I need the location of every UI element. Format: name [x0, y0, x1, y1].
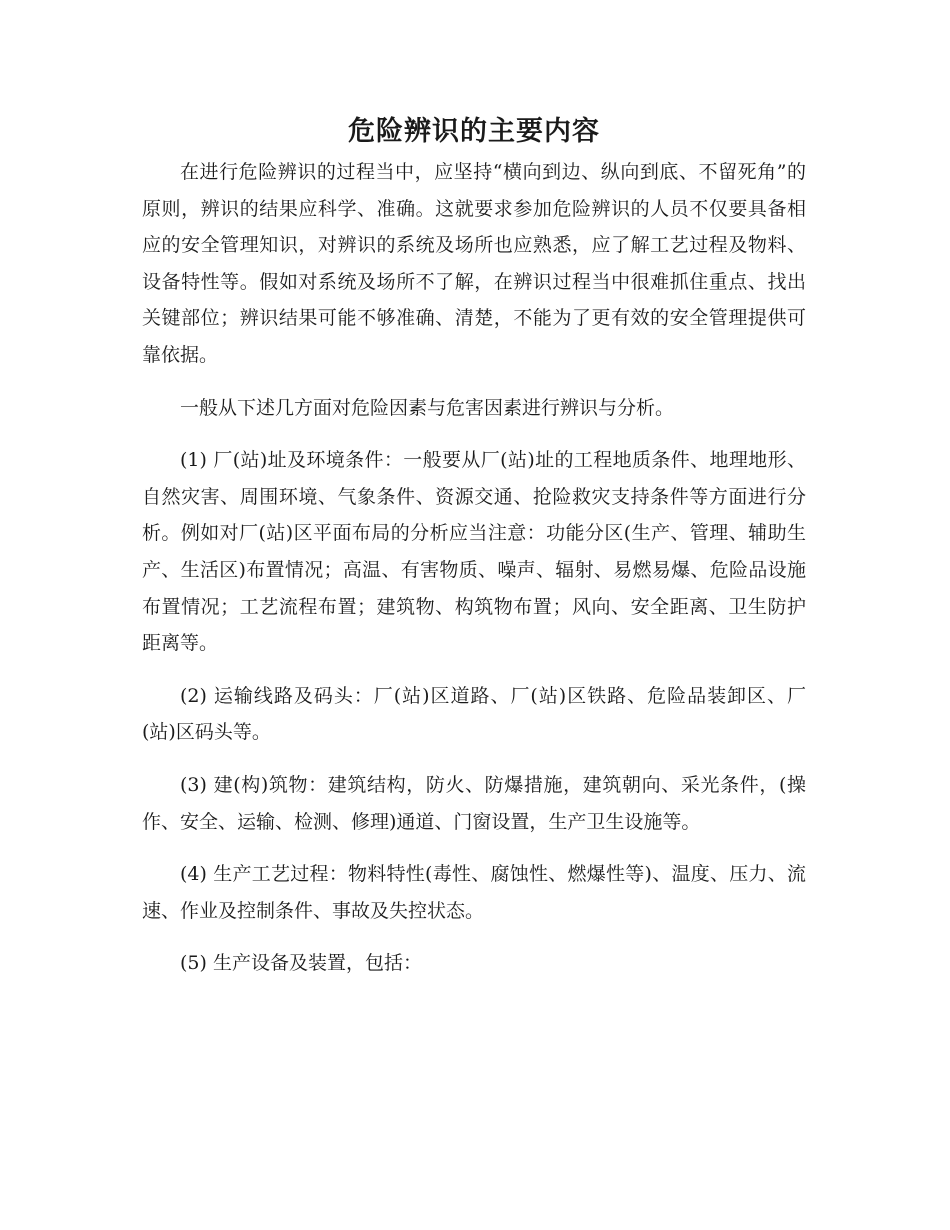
paragraph-item-4: (4) 生产工艺过程：物料特性(毒性、腐蚀性、燃爆性等)、温度、压力、流速、作业及控制条件、事故及失控状态。: [142, 863, 806, 922]
paragraph-intro: 在进行危险辨识的过程当中，应坚持“横向到边、纵向到底、不留死角”的原则，辨识的结果应科学、准确。这就要求参加危险辨识的人员不仅要具备相应的安全管理知识，对辨识的系统及场所也应熟悉，应了解工艺过程及物料、设备特性等。假如对系统及场所不了解，在辨识过程当中很难抓住重点、找出关键部位；辨识结果可能不够准确、清楚，不能为了更有效的安全管理提供可靠依据。: [142, 161, 806, 366]
document-title: 危险辨识的主要内容: [348, 116, 600, 147]
paragraph-item-3: (3) 建(构)筑物：建筑结构，防火、防爆措施，建筑朝向、采光条件，(操作、安全、运输、检测、修理)通道、门窗设置，生产卫生设施等。: [142, 773, 806, 833]
paragraph-item-2: (2) 运输线路及码头：厂(站)区道路、厂(站)区铁路、危险品装卸区、厂(站)区码头等。: [142, 684, 806, 744]
paragraph-overview: 一般从下述几方面对危险因素与危害因素进行辨识与分析。: [180, 396, 675, 419]
document-page: [142, 110, 806, 982]
paragraph-item-1: (1) 厂(站)址及环境条件：一般要从厂(站)址的工程地质条件、地理地形、自然灾害、周围环境、气象条件、资源交通、抢险救灾支持条件等方面进行分析。例如对厂(站)区平面布局的分析应当注意：功能分区(生产、管理、辅助生产、生活区)布置情况；高温、有害物质、噪声、辐射、易燃易爆、危险品设施布置情况；工艺流程布置；建筑物、构筑物布置；风向、安全距离、卫生防护距离等。: [142, 449, 806, 655]
paragraph-item-5: (5) 生产设备及装置，包括：: [180, 952, 422, 975]
